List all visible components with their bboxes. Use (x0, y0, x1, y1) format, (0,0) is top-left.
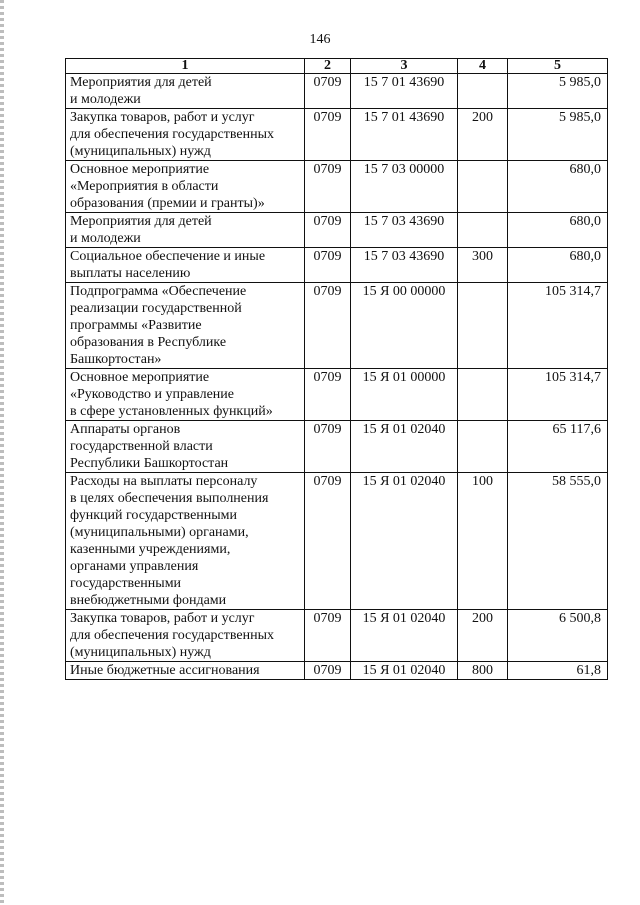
column-header: 2 (305, 59, 351, 74)
table-row (66, 74, 608, 109)
expense-type-cell: 300 (458, 248, 508, 283)
expense-name-cell: Основное мероприятие «Мероприятия в области образования (премии и гранты)» (66, 161, 305, 213)
scan-edge-artifact (0, 0, 4, 905)
expense-type-cell (458, 369, 508, 421)
amount-cell: 6 500,8 (508, 610, 608, 662)
table-row (66, 109, 608, 161)
expense-type-cell (458, 283, 508, 369)
expense-name-cell: Мероприятия для детей и молодежи (66, 74, 305, 109)
budget-table (65, 58, 608, 680)
section-code-cell: 0709 (305, 610, 351, 662)
section-code-cell: 0709 (305, 283, 351, 369)
table-row (66, 248, 608, 283)
amount-cell: 105 314,7 (508, 369, 608, 421)
amount-cell: 105 314,7 (508, 283, 608, 369)
table-row (66, 473, 608, 610)
section-code-cell: 0709 (305, 662, 351, 680)
target-article-cell: 15 7 03 43690 (351, 248, 458, 283)
expense-type-cell: 800 (458, 662, 508, 680)
target-article-cell: 15 Я 00 00000 (351, 283, 458, 369)
table-row (66, 283, 608, 369)
expense-type-cell (458, 421, 508, 473)
section-code-cell: 0709 (305, 213, 351, 248)
expense-name-cell: Закупка товаров, работ и услуг для обеспечения государственных (муниципальных) нужд (66, 109, 305, 161)
amount-cell: 58 555,0 (508, 473, 608, 610)
expense-type-cell (458, 213, 508, 248)
section-code-cell: 0709 (305, 369, 351, 421)
section-code-cell: 0709 (305, 248, 351, 283)
target-article-cell: 15 Я 01 00000 (351, 369, 458, 421)
target-article-cell: 15 7 01 43690 (351, 74, 458, 109)
expense-name-cell: Аппараты органов государственной власти Республики Башкортостан (66, 421, 305, 473)
table-row (66, 161, 608, 213)
table-header-row (66, 59, 608, 74)
target-article-cell: 15 Я 01 02040 (351, 473, 458, 610)
amount-cell: 5 985,0 (508, 74, 608, 109)
expense-type-cell (458, 74, 508, 109)
expense-name-cell: Закупка товаров, работ и услуг для обеспечения государственных (муниципальных) нужд (66, 610, 305, 662)
target-article-cell: 15 Я 01 02040 (351, 610, 458, 662)
expense-name-cell: Иные бюджетные ассигнования (66, 662, 305, 680)
amount-cell: 680,0 (508, 213, 608, 248)
amount-cell: 5 985,0 (508, 109, 608, 161)
expense-type-cell: 100 (458, 473, 508, 610)
amount-cell: 61,8 (508, 662, 608, 680)
expense-name-cell: Социальное обеспечение и иные выплаты населению (66, 248, 305, 283)
expense-name-cell: Основное мероприятие «Руководство и управление в сфере установленных функций» (66, 369, 305, 421)
page-number: 146 (309, 32, 331, 47)
section-code-cell: 0709 (305, 109, 351, 161)
column-header: 3 (351, 59, 458, 74)
column-header: 5 (508, 59, 608, 74)
table-row (66, 662, 608, 680)
target-article-cell: 15 7 01 43690 (351, 109, 458, 161)
amount-cell: 680,0 (508, 161, 608, 213)
column-header: 4 (458, 59, 508, 74)
expense-type-cell: 200 (458, 109, 508, 161)
table-row (66, 369, 608, 421)
column-header: 1 (66, 59, 305, 74)
amount-cell: 680,0 (508, 248, 608, 283)
section-code-cell: 0709 (305, 421, 351, 473)
expense-type-cell (458, 161, 508, 213)
section-code-cell: 0709 (305, 74, 351, 109)
expense-name-cell: Подпрограмма «Обеспечение реализации государственной программы «Развитие образования в Республике Башкортостан» (66, 283, 305, 369)
expense-name-cell: Расходы на выплаты персоналу в целях обеспечения выполнения функций государственными (муниципальными) органами, казенными учреждениями, органами управления государственными внебюджетными фондами (66, 473, 305, 610)
target-article-cell: 15 Я 01 02040 (351, 662, 458, 680)
expense-name-cell: Мероприятия для детей и молодежи (66, 213, 305, 248)
section-code-cell: 0709 (305, 161, 351, 213)
section-code-cell: 0709 (305, 473, 351, 610)
target-article-cell: 15 Я 01 02040 (351, 421, 458, 473)
table-body (66, 74, 608, 680)
expense-type-cell: 200 (458, 610, 508, 662)
table-row (66, 213, 608, 248)
table-row (66, 610, 608, 662)
target-article-cell: 15 7 03 43690 (351, 213, 458, 248)
amount-cell: 65 117,6 (508, 421, 608, 473)
table-row (66, 421, 608, 473)
target-article-cell: 15 7 03 00000 (351, 161, 458, 213)
